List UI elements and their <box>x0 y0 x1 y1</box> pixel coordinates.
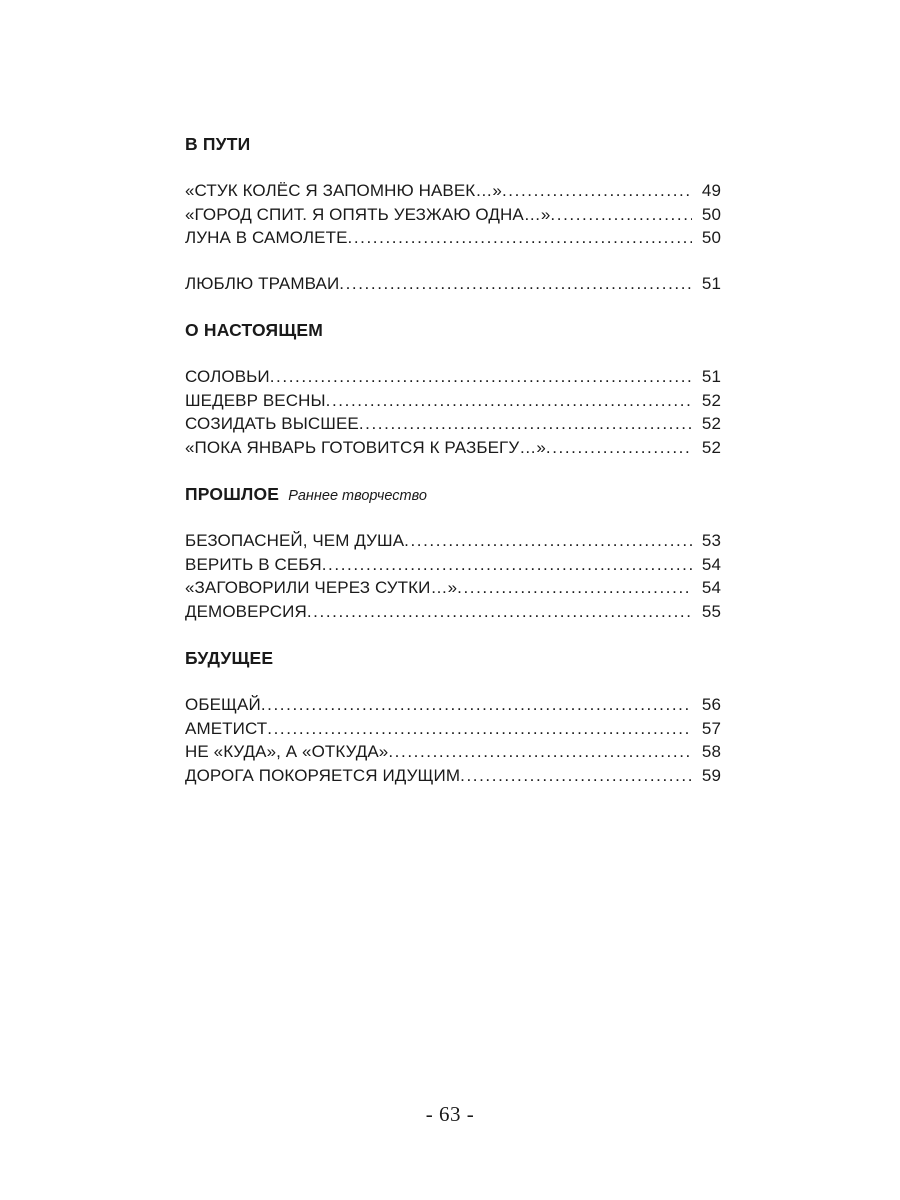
entry-group-spacer <box>185 250 721 272</box>
toc-entry <box>185 365 721 389</box>
section-spacer <box>185 459 721 483</box>
toc-entry-title: ВЕРИТЬ В СЕБЯ <box>185 554 322 574</box>
toc-entry-page-number: 55 <box>701 601 721 621</box>
section-spacer <box>185 295 721 319</box>
toc-entry <box>185 226 721 250</box>
dot-leader <box>404 529 692 553</box>
dot-leader <box>322 553 692 577</box>
dot-leader <box>550 203 692 227</box>
dot-leader <box>339 272 692 296</box>
toc-entry-title: НЕ «КУДА», А «ОТКУДА» <box>185 742 389 761</box>
toc-entry <box>185 600 721 624</box>
section-heading-text: ПРОШЛОЕ <box>185 484 280 504</box>
section-heading <box>185 483 721 505</box>
toc-entries <box>185 365 721 459</box>
toc-entry-title: ОБЕЩАЙ <box>185 695 261 714</box>
toc-entry-page-number: 51 <box>701 273 721 293</box>
toc-entry-title: ЛЮБЛЮ ТРАМВАИ <box>185 273 340 293</box>
toc-entry <box>185 740 721 764</box>
dot-leader <box>270 365 692 389</box>
toc-entry-page-number: 54 <box>701 554 721 574</box>
toc-entry <box>185 693 721 717</box>
toc-entry-page-number: 49 <box>701 181 721 200</box>
page-number: - 63 - <box>425 1102 475 1126</box>
toc-entry-page-number: 58 <box>701 742 721 761</box>
toc-entry <box>185 576 721 600</box>
dot-leader <box>348 226 692 250</box>
dot-leader <box>359 412 692 436</box>
toc-entry-page-number: 52 <box>701 414 721 433</box>
toc-entry-page-number: 50 <box>701 228 721 247</box>
dot-leader <box>457 576 692 600</box>
toc-entry-title: «ПОКА ЯНВАРЬ ГОТОВИТСЯ К РАЗБЕГУ…» <box>185 437 546 457</box>
toc-section <box>185 483 721 623</box>
section-heading-text: В ПУТИ <box>185 134 251 154</box>
toc-entries <box>185 529 721 623</box>
toc-entry <box>185 412 721 436</box>
toc-entries <box>185 179 721 295</box>
dot-leader <box>307 600 692 624</box>
toc-entry-page-number: 57 <box>701 718 721 738</box>
dot-leader <box>502 179 692 203</box>
toc-entry <box>185 553 721 577</box>
toc-entry-title: АМЕТИСТ <box>185 718 268 738</box>
section-heading <box>185 133 721 155</box>
section-subtitle: Раннее творчество <box>288 488 427 504</box>
table-of-contents <box>185 133 721 787</box>
section-heading-text: БУДУЩЕЕ <box>185 648 274 668</box>
toc-entry <box>185 389 721 413</box>
toc-entry-title: «ГОРОД СПИТ. Я ОПЯТЬ УЕЗЖАЮ ОДНА…» <box>185 204 551 224</box>
toc-entry-title: СОЗИДАТЬ ВЫСШЕЕ <box>185 414 359 433</box>
section-spacer <box>185 623 721 647</box>
toc-entry-title: «ЗАГОВОРИЛИ ЧЕРЕЗ СУТКИ…» <box>185 578 458 597</box>
toc-section <box>185 319 721 459</box>
dot-leader <box>261 693 692 717</box>
toc-entry <box>185 179 721 203</box>
toc-entry-page-number: 54 <box>701 578 721 597</box>
toc-entry-title: ДОРОГА ПОКОРЯЕТСЯ ИДУЩИМ <box>185 765 461 785</box>
toc-entry <box>185 764 721 788</box>
section-heading-text: О НАСТОЯЩЕМ <box>185 320 324 340</box>
toc-entry-title: БЕЗОПАСНЕЙ, ЧЕМ ДУША <box>185 531 405 550</box>
toc-entry <box>185 436 721 460</box>
dot-leader <box>460 764 692 788</box>
section-heading <box>185 319 721 341</box>
toc-entry-page-number: 52 <box>701 437 721 457</box>
toc-entry-page-number: 52 <box>701 390 721 410</box>
toc-entry-page-number: 51 <box>701 367 721 386</box>
toc-entry-title: ЛУНА В САМОЛЕТЕ <box>185 228 348 247</box>
toc-entry-page-number: 50 <box>701 204 721 224</box>
toc-entry-title: ДЕМОВЕРСИЯ <box>185 601 307 621</box>
toc-entry-page-number: 53 <box>701 531 721 550</box>
toc-entry-title: СОЛОВЬИ <box>185 367 270 386</box>
toc-section <box>185 647 721 787</box>
toc-entry <box>185 717 721 741</box>
dot-leader <box>326 389 692 413</box>
toc-entry <box>185 203 721 227</box>
toc-entry-title: «СТУК КОЛЁС Я ЗАПОМНЮ НАВЕК…» <box>185 181 502 200</box>
toc-entries <box>185 693 721 787</box>
toc-entry-title: ШЕДЕВР ВЕСНЫ <box>185 390 326 410</box>
dot-leader <box>267 717 692 741</box>
dot-leader <box>388 740 692 764</box>
toc-entry <box>185 529 721 553</box>
toc-entry-page-number: 56 <box>701 695 721 714</box>
toc-section <box>185 133 721 295</box>
toc-entry <box>185 272 721 296</box>
toc-entry-page-number: 59 <box>701 765 721 785</box>
dot-leader <box>546 436 692 460</box>
section-heading <box>185 647 721 669</box>
